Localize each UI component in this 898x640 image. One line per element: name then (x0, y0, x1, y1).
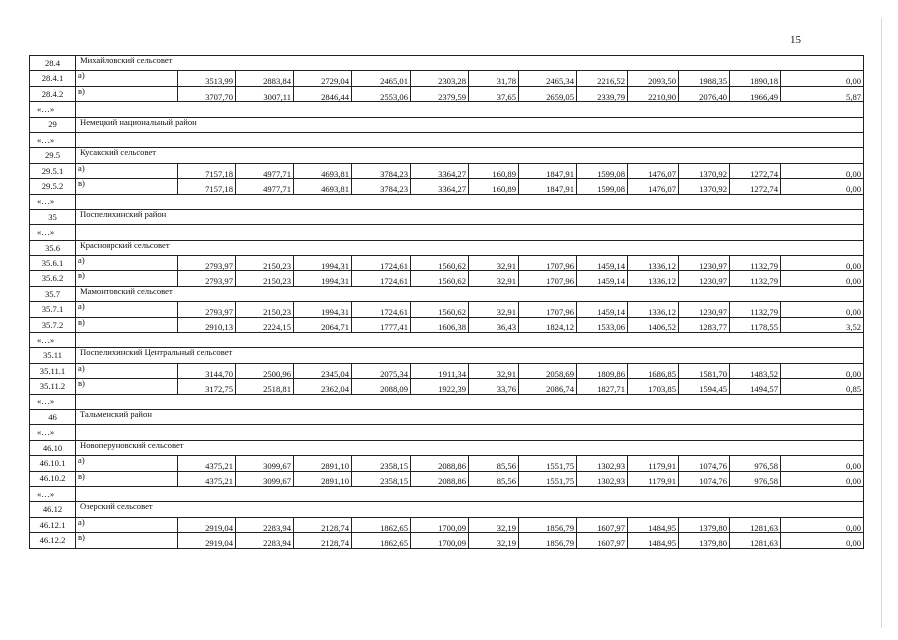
value-cell: 1856,79 (519, 533, 577, 548)
table-row (30, 379, 864, 394)
value-cell: 0,00 (781, 471, 864, 486)
value-cell: 1336,12 (628, 302, 679, 317)
value-cell: 7157,18 (178, 179, 236, 194)
ellipsis-empty-cell (76, 333, 864, 348)
value-cell: 85,56 (469, 456, 519, 471)
value-cell: 2086,74 (519, 379, 577, 394)
table-row (30, 271, 864, 286)
value-cell: 1607,97 (577, 517, 628, 532)
value-cell: 2500,96 (236, 363, 294, 378)
row-code: 46.12.1 (30, 517, 76, 532)
value-cell: 4375,21 (178, 471, 236, 486)
value-cell: 1551,75 (519, 471, 577, 486)
value-cell: 2358,15 (352, 456, 411, 471)
value-cell: 1599,08 (577, 163, 628, 178)
value-cell: 1533,06 (577, 317, 628, 332)
value-cell: 3099,67 (236, 471, 294, 486)
value-cell: 3364,27 (411, 163, 469, 178)
value-cell: 31,78 (469, 71, 519, 86)
value-cell: 2793,97 (178, 271, 236, 286)
value-cell: 2303,28 (411, 71, 469, 86)
section-row (30, 440, 864, 455)
ellipsis-mark: «…» (30, 194, 76, 209)
row-code: 46.10.2 (30, 471, 76, 486)
value-cell: 1594,45 (679, 379, 730, 394)
value-cell: 1230,97 (679, 271, 730, 286)
value-cell: 1476,07 (628, 163, 679, 178)
section-row (30, 209, 864, 224)
value-cell: 1724,61 (352, 271, 411, 286)
row-label: в) (76, 379, 178, 394)
row-code: 28.4.2 (30, 86, 76, 101)
section-row (30, 502, 864, 517)
value-cell: 2891,10 (294, 456, 352, 471)
value-cell: 1724,61 (352, 302, 411, 317)
value-cell: 1459,14 (577, 302, 628, 317)
value-cell: 1484,95 (628, 533, 679, 548)
value-cell: 1827,71 (577, 379, 628, 394)
value-cell: 32,91 (469, 302, 519, 317)
value-cell: 1707,96 (519, 256, 577, 271)
row-code: 29.5.1 (30, 163, 76, 178)
value-cell: 2729,04 (294, 71, 352, 86)
value-cell: 32,19 (469, 533, 519, 548)
value-cell: 2919,04 (178, 533, 236, 548)
value-cell: 4693,81 (294, 179, 352, 194)
value-cell: 2793,97 (178, 302, 236, 317)
table-row (30, 471, 864, 486)
ellipsis-mark: «…» (30, 102, 76, 117)
row-label: в) (76, 271, 178, 286)
value-cell: 2339,79 (577, 86, 628, 101)
value-cell: 1994,31 (294, 271, 352, 286)
value-cell: 4375,21 (178, 456, 236, 471)
value-cell: 160,89 (469, 179, 519, 194)
value-cell: 1132,79 (730, 271, 781, 286)
section-title: Поспелихинский район (76, 209, 864, 224)
value-cell: 0,00 (781, 271, 864, 286)
section-row (30, 286, 864, 301)
value-cell: 1230,97 (679, 256, 730, 271)
value-cell: 0,00 (781, 71, 864, 86)
ellipsis-row (30, 425, 864, 440)
section-title: Кусакский сельсовет (76, 148, 864, 163)
table-row (30, 179, 864, 194)
value-cell: 33,76 (469, 379, 519, 394)
value-cell: 2883,84 (236, 71, 294, 86)
value-cell: 1703,85 (628, 379, 679, 394)
value-cell: 2150,23 (236, 271, 294, 286)
row-label: а) (76, 163, 178, 178)
ellipsis-mark: «…» (30, 333, 76, 348)
section-title: Поспелихинский Центральный сельсовет (76, 348, 864, 363)
row-code: 29.5 (30, 148, 76, 163)
value-cell: 2224,15 (236, 317, 294, 332)
row-label: а) (76, 302, 178, 317)
row-label: в) (76, 179, 178, 194)
row-code: 28.4.1 (30, 71, 76, 86)
ellipsis-row (30, 486, 864, 501)
value-cell: 2088,09 (352, 379, 411, 394)
section-title: Мамонтовский сельсовет (76, 286, 864, 301)
value-cell: 1707,96 (519, 271, 577, 286)
value-cell: 32,91 (469, 363, 519, 378)
value-cell: 0,00 (781, 456, 864, 471)
row-label: а) (76, 71, 178, 86)
value-cell: 1074,76 (679, 456, 730, 471)
value-cell: 1607,97 (577, 533, 628, 548)
row-code: 35.6.2 (30, 271, 76, 286)
row-code: 35.7 (30, 286, 76, 301)
value-cell: 37,65 (469, 86, 519, 101)
ellipsis-mark: «…» (30, 425, 76, 440)
row-code: 35.11.1 (30, 363, 76, 378)
value-cell: 1074,76 (679, 471, 730, 486)
value-cell: 2128,74 (294, 533, 352, 548)
value-cell: 2216,52 (577, 71, 628, 86)
value-cell: 2088,86 (411, 456, 469, 471)
value-cell: 1132,79 (730, 256, 781, 271)
section-row (30, 409, 864, 424)
value-cell: 1281,63 (730, 517, 781, 532)
value-cell: 1379,80 (679, 533, 730, 548)
value-cell: 1272,74 (730, 163, 781, 178)
value-cell: 32,91 (469, 256, 519, 271)
value-cell: 1809,86 (577, 363, 628, 378)
row-code: 35 (30, 209, 76, 224)
section-title: Немецкий национальный район (76, 117, 864, 132)
value-cell: 2128,74 (294, 517, 352, 532)
value-cell: 0,00 (781, 163, 864, 178)
page-edge-line (881, 18, 882, 628)
value-cell: 0,00 (781, 256, 864, 271)
value-cell: 1560,62 (411, 256, 469, 271)
value-cell: 1606,38 (411, 317, 469, 332)
value-cell: 2093,50 (628, 71, 679, 86)
value-cell: 2058,69 (519, 363, 577, 378)
ellipsis-row (30, 394, 864, 409)
value-cell: 2910,13 (178, 317, 236, 332)
value-cell: 1336,12 (628, 256, 679, 271)
section-title: Красноярский сельсовет (76, 240, 864, 255)
table-row (30, 302, 864, 317)
table-row (30, 456, 864, 471)
table-row (30, 533, 864, 548)
value-cell: 3364,27 (411, 179, 469, 194)
value-cell: 4977,71 (236, 163, 294, 178)
value-cell: 976,58 (730, 456, 781, 471)
value-cell: 1459,14 (577, 256, 628, 271)
section-title: Озерский сельсовет (76, 502, 864, 517)
value-cell: 2150,23 (236, 256, 294, 271)
row-code: 46.12 (30, 502, 76, 517)
value-cell: 976,58 (730, 471, 781, 486)
section-row (30, 117, 864, 132)
tariff-table-body (30, 56, 864, 549)
value-cell: 1724,61 (352, 256, 411, 271)
value-cell: 1988,35 (679, 71, 730, 86)
ellipsis-mark: «…» (30, 486, 76, 501)
ellipsis-row (30, 132, 864, 147)
value-cell: 3513,99 (178, 71, 236, 86)
value-cell: 4977,71 (236, 179, 294, 194)
value-cell: 1777,41 (352, 317, 411, 332)
value-cell: 1922,39 (411, 379, 469, 394)
value-cell: 3172,75 (178, 379, 236, 394)
value-cell: 1178,55 (730, 317, 781, 332)
section-row (30, 148, 864, 163)
value-cell: 1302,93 (577, 471, 628, 486)
value-cell: 1847,91 (519, 163, 577, 178)
value-cell: 3784,23 (352, 163, 411, 178)
value-cell: 2465,34 (519, 71, 577, 86)
value-cell: 3,52 (781, 317, 864, 332)
value-cell: 2076,40 (679, 86, 730, 101)
value-cell: 0,00 (781, 363, 864, 378)
ellipsis-empty-cell (76, 102, 864, 117)
row-label: в) (76, 471, 178, 486)
row-code: 46.12.2 (30, 533, 76, 548)
ellipsis-row (30, 102, 864, 117)
value-cell: 2553,06 (352, 86, 411, 101)
value-cell: 1560,62 (411, 271, 469, 286)
value-cell: 0,85 (781, 379, 864, 394)
value-cell: 1824,12 (519, 317, 577, 332)
value-cell: 1494,57 (730, 379, 781, 394)
ellipsis-row (30, 333, 864, 348)
row-label: а) (76, 517, 178, 532)
value-cell: 2659,05 (519, 86, 577, 101)
value-cell: 1484,95 (628, 517, 679, 532)
value-cell: 2919,04 (178, 517, 236, 532)
row-code: 35.11 (30, 348, 76, 363)
value-cell: 2283,94 (236, 533, 294, 548)
value-cell: 160,89 (469, 163, 519, 178)
row-label: в) (76, 533, 178, 548)
value-cell: 1707,96 (519, 302, 577, 317)
value-cell: 85,56 (469, 471, 519, 486)
value-cell: 0,00 (781, 533, 864, 548)
value-cell: 2283,94 (236, 517, 294, 532)
value-cell: 1994,31 (294, 302, 352, 317)
table-row (30, 363, 864, 378)
value-cell: 2210,90 (628, 86, 679, 101)
row-label: а) (76, 456, 178, 471)
value-cell: 1179,91 (628, 471, 679, 486)
value-cell: 2345,04 (294, 363, 352, 378)
section-row (30, 348, 864, 363)
ellipsis-row (30, 225, 864, 240)
row-code: 35.11.2 (30, 379, 76, 394)
value-cell: 1132,79 (730, 302, 781, 317)
value-cell: 2150,23 (236, 302, 294, 317)
value-cell: 2465,01 (352, 71, 411, 86)
value-cell: 1966,49 (730, 86, 781, 101)
ellipsis-row (30, 194, 864, 209)
value-cell: 2075,34 (352, 363, 411, 378)
value-cell: 1862,65 (352, 517, 411, 532)
value-cell: 2846,44 (294, 86, 352, 101)
value-cell: 1179,91 (628, 456, 679, 471)
row-code: 35.7.2 (30, 317, 76, 332)
ellipsis-empty-cell (76, 132, 864, 147)
row-code: 35.7.1 (30, 302, 76, 317)
ellipsis-empty-cell (76, 486, 864, 501)
value-cell: 3784,23 (352, 179, 411, 194)
value-cell: 1336,12 (628, 271, 679, 286)
value-cell: 3099,67 (236, 456, 294, 471)
row-code: 29 (30, 117, 76, 132)
value-cell: 1281,63 (730, 533, 781, 548)
table-row (30, 256, 864, 271)
section-title: Тальменский район (76, 409, 864, 424)
value-cell: 1700,09 (411, 533, 469, 548)
value-cell: 1560,62 (411, 302, 469, 317)
value-cell: 2518,81 (236, 379, 294, 394)
row-label: в) (76, 86, 178, 101)
row-code: 46 (30, 409, 76, 424)
value-cell: 1483,52 (730, 363, 781, 378)
table-row (30, 71, 864, 86)
value-cell: 1302,93 (577, 456, 628, 471)
value-cell: 2362,04 (294, 379, 352, 394)
section-title: Новоперуновский сельсовет (76, 440, 864, 455)
value-cell: 1370,92 (679, 163, 730, 178)
value-cell: 0,00 (781, 302, 864, 317)
ellipsis-mark: «…» (30, 394, 76, 409)
section-title: Михайловский сельсовет (76, 56, 864, 71)
section-row (30, 240, 864, 255)
value-cell: 1283,77 (679, 317, 730, 332)
row-code: 46.10 (30, 440, 76, 455)
ellipsis-empty-cell (76, 394, 864, 409)
table-row (30, 86, 864, 101)
value-cell: 0,00 (781, 179, 864, 194)
value-cell: 7157,18 (178, 163, 236, 178)
value-cell: 2088,86 (411, 471, 469, 486)
value-cell: 1862,65 (352, 533, 411, 548)
value-cell: 3007,11 (236, 86, 294, 101)
value-cell: 1847,91 (519, 179, 577, 194)
value-cell: 32,91 (469, 271, 519, 286)
ellipsis-empty-cell (76, 425, 864, 440)
value-cell: 1230,97 (679, 302, 730, 317)
value-cell: 3144,70 (178, 363, 236, 378)
value-cell: 1686,85 (628, 363, 679, 378)
row-label: в) (76, 317, 178, 332)
row-code: 28.4 (30, 56, 76, 71)
table-row (30, 317, 864, 332)
value-cell: 1700,09 (411, 517, 469, 532)
value-cell: 0,00 (781, 517, 864, 532)
value-cell: 1599,08 (577, 179, 628, 194)
row-label: а) (76, 363, 178, 378)
value-cell: 3707,70 (178, 86, 236, 101)
row-code: 35.6 (30, 240, 76, 255)
ellipsis-mark: «…» (30, 225, 76, 240)
value-cell: 1890,18 (730, 71, 781, 86)
value-cell: 1911,34 (411, 363, 469, 378)
section-row (30, 56, 864, 71)
row-code: 46.10.1 (30, 456, 76, 471)
value-cell: 1551,75 (519, 456, 577, 471)
value-cell: 1476,07 (628, 179, 679, 194)
ellipsis-empty-cell (76, 225, 864, 240)
row-code: 35.6.1 (30, 256, 76, 271)
table-row (30, 517, 864, 532)
value-cell: 1856,79 (519, 517, 577, 532)
value-cell: 2891,10 (294, 471, 352, 486)
value-cell: 1994,31 (294, 256, 352, 271)
value-cell: 1370,92 (679, 179, 730, 194)
table-row (30, 163, 864, 178)
value-cell: 5,87 (781, 86, 864, 101)
tariff-table (29, 55, 864, 549)
value-cell: 1581,70 (679, 363, 730, 378)
value-cell: 1459,14 (577, 271, 628, 286)
ellipsis-mark: «…» (30, 132, 76, 147)
value-cell: 2379,59 (411, 86, 469, 101)
value-cell: 4693,81 (294, 163, 352, 178)
row-label: а) (76, 256, 178, 271)
value-cell: 2064,71 (294, 317, 352, 332)
value-cell: 1379,80 (679, 517, 730, 532)
value-cell: 36,43 (469, 317, 519, 332)
value-cell: 2358,15 (352, 471, 411, 486)
value-cell: 1406,52 (628, 317, 679, 332)
value-cell: 1272,74 (730, 179, 781, 194)
ellipsis-empty-cell (76, 194, 864, 209)
value-cell: 32,19 (469, 517, 519, 532)
page-number: 15 (790, 34, 801, 46)
value-cell: 2793,97 (178, 256, 236, 271)
row-code: 29.5.2 (30, 179, 76, 194)
